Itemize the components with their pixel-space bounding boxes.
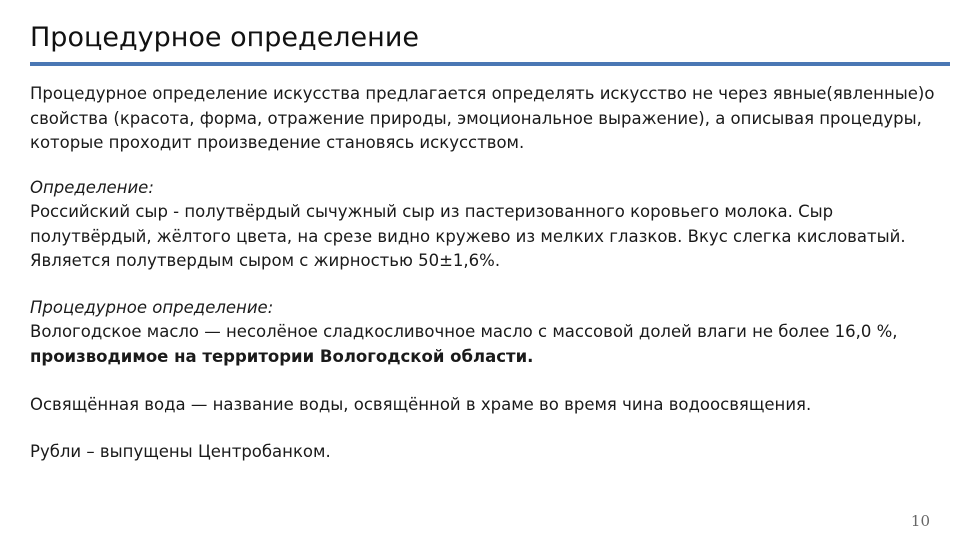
procedural-label: Процедурное определение: [30,297,274,317]
procedural-text-plain: Вологодское масло — несолёное сладкосливочное масло с массовой долей влаги не более 16,0 %, [30,322,898,341]
definition-block [30,176,935,274]
slide-body [30,82,935,464]
procedural-text-bold: производимое на территории Вологодской области. [30,346,534,366]
slide-title: Процедурное определение [30,22,419,53]
intro-paragraph: Процедурное определение искусства предлагается определять искусство не через явные(явленные)о свойства (красота, форма, отражение природы, эмоциональное выражение), а описывая процедуры, которые проходит произведение становясь искусством. [30,84,935,152]
procedural-block [30,296,935,370]
definition-text: Российский сыр - полутвёрдый сычужный сыр из пастеризованного коровьего молока. Сыр полутвёрдый, жёлтого цвета, на срезе видно кружево из мелких глазков. Вкус слегка кисловатый. Является полутвердым сыром с жирностью 50±1,6%. [30,202,906,270]
procedural-text [30,320,935,369]
title-divider [30,62,950,66]
definition-label: Определение: [30,177,154,197]
holy-water-example: Освящённая вода — название воды, освящённой в храме во время чина водоосвящения. [30,395,812,414]
rubles-example: Рубли – выпущены Центробанком. [30,441,331,461]
page-number: 10 [910,512,930,530]
